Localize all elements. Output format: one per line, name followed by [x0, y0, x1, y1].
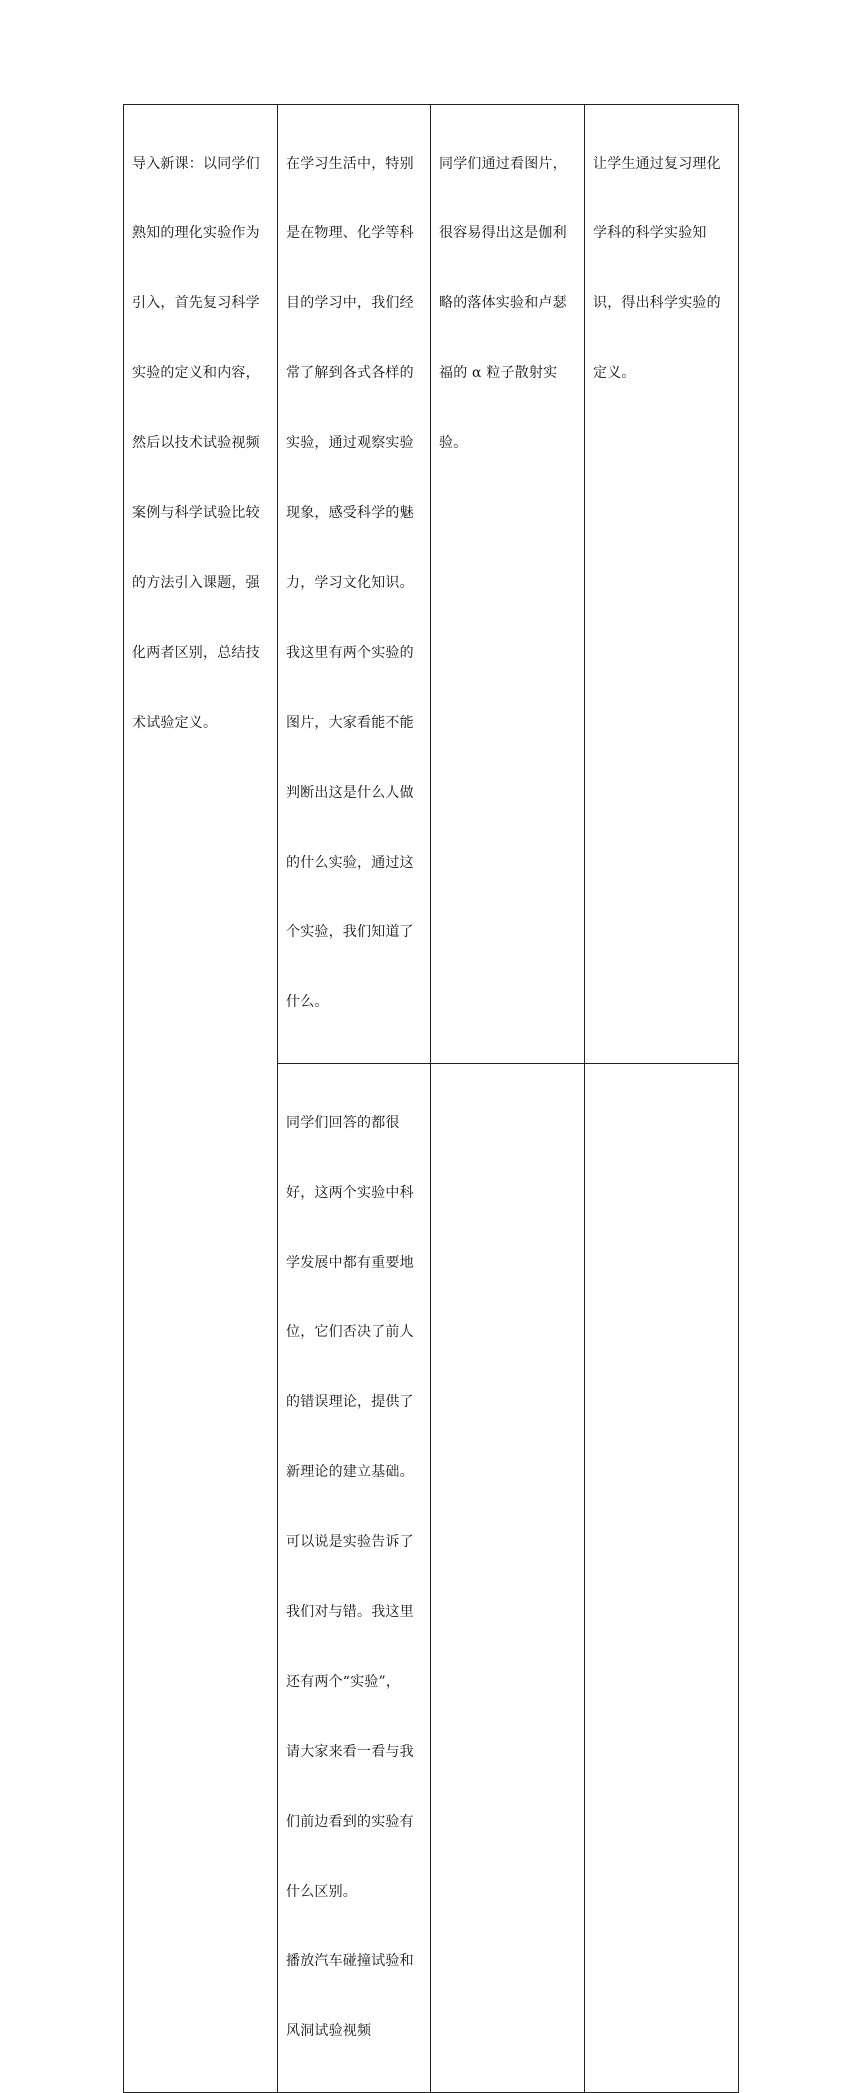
text-line: 定义。	[593, 365, 636, 382]
text-line: 熟知的理化实验作为	[132, 225, 260, 242]
text-line: 识，得出科学实验的	[593, 295, 721, 312]
text-line: 案例与科学试验比较	[132, 505, 260, 522]
text-line: 让学生通过复习理化	[593, 155, 721, 172]
text-line: 然后以技术试验视频	[132, 435, 260, 452]
text-line: 位，它们否决了前人	[286, 1324, 414, 1341]
text-line: 同学们通过看图片，	[439, 155, 567, 172]
design-intent-cell	[585, 105, 739, 1064]
text-line: 学科的科学实验知	[593, 225, 707, 242]
text-line: 可以说是实验告诉了	[286, 1534, 414, 1551]
text-line: 验。	[439, 435, 468, 452]
text-line: 图片，大家看能不能	[286, 714, 414, 731]
text-line: 现象，感受科学的魅	[286, 505, 414, 522]
lesson-plan-table	[123, 104, 739, 2093]
text-line: 的错误理论，提供了	[286, 1394, 414, 1411]
text-line: 播放汽车碰撞试验和	[286, 1953, 414, 1970]
text-line: 术试验定义。	[132, 714, 218, 731]
text-line: 引入，首先复习科学	[132, 295, 260, 312]
text-line: 们前边看到的实验有	[286, 1813, 414, 1830]
text-line: 略的落体实验和卢瑟	[439, 295, 567, 312]
text-line: 好，这两个实验中科	[286, 1184, 414, 1201]
text-line: 常了解到各式各样的	[286, 365, 414, 382]
text-line: 什么区别。	[286, 1883, 357, 1900]
text-line: 的什么实验，通过这	[286, 854, 414, 871]
empty-cell	[585, 1064, 739, 2093]
text-line: 新理论的建立基础。	[286, 1464, 414, 1481]
empty-cell	[431, 1064, 585, 2093]
text-line: 什么。	[286, 994, 329, 1011]
text-line: 导入新课：以同学们	[132, 155, 260, 172]
text-line: 我这里有两个实验的	[286, 644, 414, 661]
text-line: 的方法引入课题，强	[132, 574, 260, 591]
text-line: 同学们回答的都很	[286, 1114, 400, 1131]
teacher-activity-cell	[278, 105, 431, 1064]
text-line: 学发展中都有重要地	[286, 1254, 414, 1271]
text-line: 判断出这是什么人做	[286, 784, 414, 801]
text-line: 在学习生活中，特别	[286, 155, 414, 172]
text-line: 福的 α 粒子散射实	[439, 365, 558, 382]
text-line: 风洞试验视频	[286, 2023, 372, 2040]
student-activity-cell	[431, 105, 585, 1064]
text-line: 很容易得出这是伽利	[439, 225, 567, 242]
text-line: 是在物理、化学等科	[286, 225, 414, 242]
text-line: 目的学习中，我们经	[286, 295, 414, 312]
text-line: 实验，通过观察实验	[286, 435, 414, 452]
text-line: 化两者区别，总结技	[132, 644, 260, 661]
teaching-stage-cell	[124, 105, 278, 2093]
text-line: 力，学习文化知识。	[286, 574, 414, 591]
text-line: 请大家来看一看与我	[286, 1743, 414, 1760]
text-line: 我们对与错。我这里	[286, 1604, 414, 1620]
text-line: 个实验，我们知道了	[286, 924, 414, 941]
text-line: 还有两个“实验”，	[286, 1673, 401, 1690]
text-line: 实验的定义和内容，	[132, 365, 260, 382]
teacher-activity-cell	[278, 1064, 431, 2093]
table-row	[124, 105, 739, 1064]
